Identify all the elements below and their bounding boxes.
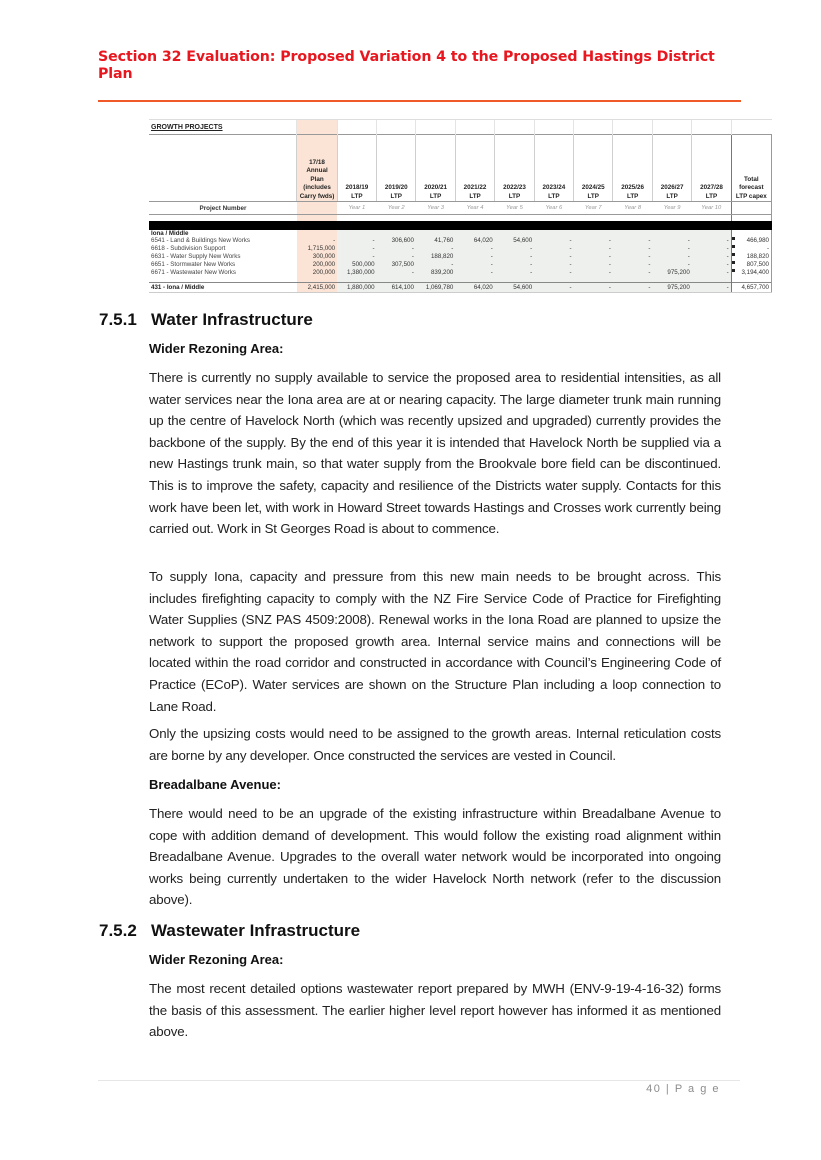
blank-cell <box>149 135 297 202</box>
blank-cell <box>692 120 731 135</box>
year-value: - <box>692 253 731 261</box>
year-value: 839,200 <box>416 269 455 277</box>
year-value: - <box>377 253 416 261</box>
year-value: 975,200 <box>652 269 691 277</box>
blank-cell <box>534 120 573 135</box>
total-value-text: 466,980 <box>746 237 769 244</box>
black-cell <box>495 221 534 230</box>
total-cell <box>731 230 771 237</box>
annual-plan-value: - <box>297 237 337 245</box>
table-title-row <box>149 120 772 135</box>
black-cell <box>455 221 494 230</box>
section-heading-7-5-1 <box>99 310 313 330</box>
black-cell <box>377 221 416 230</box>
year-index-label: Year 5 <box>495 202 534 215</box>
total-column-label: Total forecast LTP capex <box>735 175 767 200</box>
year-total: 1,880,000 <box>337 283 376 293</box>
year-column-header <box>652 135 691 202</box>
blank-cell <box>574 120 613 135</box>
section-title: Water Infrastructure <box>151 310 313 329</box>
section-title: Wastewater Infrastructure <box>151 921 361 940</box>
blank-cell <box>652 230 691 237</box>
total-value-text: 188,820 <box>746 253 769 260</box>
year-value: 64,020 <box>455 237 494 245</box>
year-value: 188,820 <box>416 253 455 261</box>
year-value: - <box>613 261 652 269</box>
table-row <box>149 237 772 245</box>
year-column-label: 2022/23 LTP <box>503 184 526 200</box>
year-value: - <box>652 253 691 261</box>
page-number: 40 | P a g e <box>646 1083 720 1095</box>
table-row <box>149 261 772 269</box>
year-value: - <box>455 261 494 269</box>
year-value: 307,500 <box>377 261 416 269</box>
year-value: - <box>692 261 731 269</box>
annual-plan-value: 300,000 <box>297 253 337 261</box>
year-index-label: Year 7 <box>574 202 613 215</box>
black-cell <box>692 221 731 230</box>
year-total: - <box>574 283 613 293</box>
footer-divider <box>98 1080 740 1081</box>
year-value: - <box>416 261 455 269</box>
year-column-header <box>574 135 613 202</box>
year-column-label: 2024/25 LTP <box>581 184 605 200</box>
year-total: 975,200 <box>652 283 691 293</box>
annual-plan-header <box>297 135 337 202</box>
year-value: - <box>337 245 376 253</box>
blank-cell <box>416 120 455 135</box>
total-value-text: - <box>766 245 769 252</box>
year-value: 500,000 <box>337 261 376 269</box>
year-value: - <box>534 253 573 261</box>
annual-plan-total: 2,415,000 <box>297 283 337 293</box>
year-column-label: 2025/26 LTP <box>621 184 645 200</box>
header-divider <box>98 100 741 102</box>
year-value: - <box>377 245 416 253</box>
year-column-label: 2020/21 LTP <box>424 184 448 200</box>
subheading-wider-rezoning-area-wastewater: Wider Rezoning Area: <box>149 952 284 967</box>
year-index-label: Year 6 <box>534 202 573 215</box>
blank-cell <box>652 120 691 135</box>
annual-plan-value: 200,000 <box>297 261 337 269</box>
black-divider-row <box>149 221 772 230</box>
black-cell <box>574 221 613 230</box>
year-value: - <box>495 245 534 253</box>
blank-cell <box>574 230 613 237</box>
annual-plan-header-text: 17/18 Annual Plan (includes Carry fwds) <box>299 158 335 200</box>
year-value: - <box>495 253 534 261</box>
year-total: - <box>692 283 731 293</box>
black-cell <box>613 221 652 230</box>
table-row <box>149 269 772 277</box>
year-column-header <box>534 135 573 202</box>
blank-cell <box>731 120 771 135</box>
black-cell <box>534 221 573 230</box>
year-value: - <box>574 245 613 253</box>
total-value <box>731 237 771 245</box>
comment-flag-icon <box>732 269 735 272</box>
year-value: 1,380,000 <box>337 269 376 277</box>
year-column-label: 2018/19 LTP <box>345 184 369 200</box>
year-value: - <box>534 269 573 277</box>
total-column-header <box>731 135 771 202</box>
year-index-label: Year 3 <box>416 202 455 215</box>
year-value: 306,600 <box>377 237 416 245</box>
blank-cell <box>337 230 376 237</box>
blank-cell <box>377 230 416 237</box>
year-index-row <box>149 202 772 215</box>
blank-cell <box>337 120 376 135</box>
project-name: 6541 - Land & Buildings New Works <box>151 237 250 244</box>
table-title: GROWTH PROJECTS <box>149 120 297 135</box>
year-value: - <box>534 245 573 253</box>
black-cell <box>337 221 376 230</box>
year-value: - <box>455 245 494 253</box>
comment-flag-icon <box>732 237 735 240</box>
paragraph-breadalbane-upgrade: There would need to be an upgrade of the existing infrastructure within Breadalbane Avenue to cope with addition demand of development. This would follow the existing road alignment within Breadalbane Avenue. Upgrades to the overall water network would be incorporated into ongoing works being currently undertaken to the wider Havelock North network (refer to the discussion above). <box>149 806 721 908</box>
year-column-header <box>455 135 494 202</box>
blank-cell <box>377 120 416 135</box>
blank-cell <box>495 230 534 237</box>
annual-plan-cell <box>297 202 337 215</box>
year-column-header <box>692 135 731 202</box>
year-column-header <box>495 135 534 202</box>
paragraph-upsizing-costs: Only the upsizing costs would need to be assigned to the growth areas. Internal reticulation costs are borne by any developer. Once constructed the services are vested in Council. <box>149 726 721 763</box>
document-header-title: Section 32 Evaluation: Proposed Variation 4 to the Proposed Hastings District Plan <box>98 49 715 82</box>
year-value: - <box>337 253 376 261</box>
year-value: 54,600 <box>495 237 534 245</box>
year-value: - <box>652 261 691 269</box>
total-value <box>731 245 771 253</box>
project-number-header: Project Number <box>149 202 297 215</box>
year-index-label: Year 10 <box>692 202 731 215</box>
year-column-label: 2027/28 LTP <box>700 184 723 200</box>
table-row <box>149 245 772 253</box>
year-value: - <box>574 261 613 269</box>
year-index-label: Year 8 <box>613 202 652 215</box>
annual-plan-cell <box>297 120 337 135</box>
year-column-label: 2021/22 LTP <box>463 184 487 200</box>
year-value: - <box>692 245 731 253</box>
table-row <box>149 253 772 261</box>
year-column-header <box>416 135 455 202</box>
annual-plan-value: 200,000 <box>297 269 337 277</box>
year-value: - <box>613 269 652 277</box>
section-heading-7-5-2 <box>99 921 360 941</box>
blank-cell <box>495 120 534 135</box>
year-value: - <box>692 269 731 277</box>
project-name: 6631 - Water Supply New Works <box>151 253 241 260</box>
total-value <box>731 253 771 261</box>
section-number: 7.5.2 <box>99 921 137 940</box>
year-value: 41,760 <box>416 237 455 245</box>
project-name: 6651 - Stormwater New Works <box>151 261 236 268</box>
blank-cell <box>455 120 494 135</box>
year-column-label: 2026/27 LTP <box>660 184 684 200</box>
blank-cell <box>534 230 573 237</box>
year-index-label: Year 2 <box>377 202 416 215</box>
year-value: - <box>455 253 494 261</box>
year-total: - <box>613 283 652 293</box>
comment-flag-icon <box>732 261 735 264</box>
comment-flag-icon <box>732 245 735 248</box>
blank-cell <box>692 230 731 237</box>
year-column-header <box>613 135 652 202</box>
year-column-label: 2019/20 LTP <box>384 184 408 200</box>
year-column-header <box>377 135 416 202</box>
year-total: 1,069,780 <box>416 283 455 293</box>
total-row-label: 431 - Iona / Middle <box>149 283 297 293</box>
total-value <box>731 261 771 269</box>
black-cell <box>149 221 297 230</box>
year-index-label: Year 1 <box>337 202 376 215</box>
year-value: - <box>613 237 652 245</box>
total-value-text: 3,194,400 <box>741 269 769 276</box>
paragraph-wastewater-report: The most recent detailed options wastewater report prepared by MWH (ENV-9-19-4-16-32) forms the basis of this assessment. The earlier higher level report however has informed it as mentioned above. <box>149 981 721 1040</box>
total-row <box>149 283 772 293</box>
year-value: - <box>692 237 731 245</box>
year-column-header <box>337 135 376 202</box>
year-total: 64,020 <box>455 283 494 293</box>
total-cell <box>731 202 771 215</box>
blank-cell <box>416 230 455 237</box>
year-total: 614,100 <box>377 283 416 293</box>
blank-cell <box>455 230 494 237</box>
black-cell <box>731 221 771 230</box>
black-cell <box>297 221 337 230</box>
year-value: - <box>416 245 455 253</box>
total-value <box>731 269 771 277</box>
blank-cell <box>613 230 652 237</box>
year-total: - <box>534 283 573 293</box>
year-value: - <box>652 245 691 253</box>
section-number: 7.5.1 <box>99 310 137 329</box>
group-label: Iona / Middle <box>151 230 189 237</box>
year-value: - <box>652 237 691 245</box>
black-cell <box>416 221 455 230</box>
subheading-wider-rezoning-area: Wider Rezoning Area: <box>149 341 284 356</box>
year-value: - <box>574 253 613 261</box>
year-value: - <box>455 269 494 277</box>
project-name: 6671 - Wastewater New Works <box>151 269 236 276</box>
growth-projects-table <box>149 119 772 293</box>
year-value: - <box>534 261 573 269</box>
year-column-label: 2023/24 LTP <box>542 184 566 200</box>
year-value: - <box>574 237 613 245</box>
year-total: 54,600 <box>495 283 534 293</box>
paragraph-supply-iona: To supply Iona, capacity and pressure from this new main needs to be brought across. This includes firefighting capacity to comply with the NZ Fire Service Code of Practice for Firefighting Water Supplies (SNZ PAS 4509:2008). Renewal works in the Iona Road are planned to upsize the network to support the proposed growth area. Internal service mains and connections will be located within the road corridor and constructed in accordance with Council’s Engineering Code of Practice (ECoP). Water services are shown on the Structure Plan including a loop connection to Lane Road. <box>149 569 721 714</box>
year-value: - <box>377 269 416 277</box>
subheading-breadalbane-avenue: Breadalbane Avenue: <box>149 777 281 792</box>
year-value: - <box>613 245 652 253</box>
year-value: - <box>495 261 534 269</box>
year-index-label: Year 4 <box>455 202 494 215</box>
column-header-row <box>149 135 772 202</box>
annual-plan-value: 1,715,000 <box>297 245 337 253</box>
blank-cell <box>613 120 652 135</box>
group-row <box>149 230 772 237</box>
year-value: - <box>495 269 534 277</box>
year-value: - <box>613 253 652 261</box>
grand-total: 4,657,700 <box>731 283 771 293</box>
total-value-text: 807,500 <box>746 261 769 268</box>
annual-plan-cell <box>297 230 337 237</box>
comment-flag-icon <box>732 253 735 256</box>
year-value: - <box>574 269 613 277</box>
year-value: - <box>534 237 573 245</box>
year-value: - <box>337 237 376 245</box>
black-cell <box>652 221 691 230</box>
project-name: 6618 - Subdivision Support <box>151 245 226 252</box>
paragraph-water-supply-capacity: There is currently no supply available to service the proposed area to residential intensities, as all water services near the Iona area are at or nearing capacity. The large diameter trunk main running up the centre of Havelock North (which was recently upsized and upgraded) currently provides the backbone of the supply. By the end of this year it is intended that Havelock North be supplied via a new Hastings trunk main, so that water supply from the Brookvale bore field can be discontinued. This is to improve the safety, capacity and resilience of the Districts water supply. Contacts for this work have been let, with work in Howard Street towards Hastings and Crosses work currently being carried out. Work in St Georges Road is about to commence. <box>149 370 721 537</box>
year-index-label: Year 9 <box>652 202 691 215</box>
